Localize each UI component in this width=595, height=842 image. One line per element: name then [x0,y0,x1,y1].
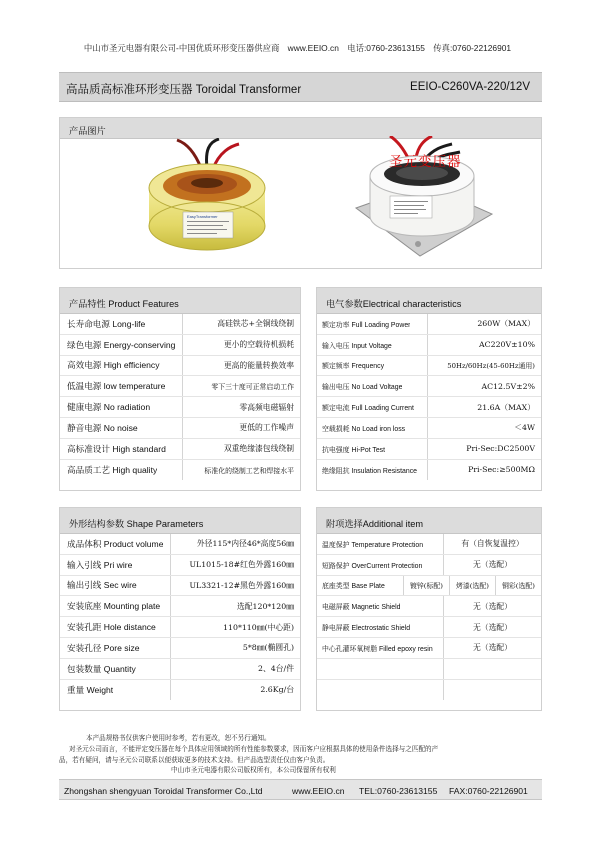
electrical-label: 绝缘阻抗 Insulation Resistance [322,467,417,475]
additional-label: 底座类型 Base Plate [322,583,385,591]
additional-header [317,508,541,534]
additional-label: 短路保护 OverCurrent Protection [322,562,423,570]
feature-value: 零下三十度可正常启动工作 [182,376,300,396]
base-plate-option: 铜彩(选配) [495,576,541,596]
electrical-value: Pri-Sec:DC2500V [427,439,541,459]
watermark-text: 圣元变压器 [389,154,462,170]
features-section [59,287,301,491]
feature-row [60,439,300,460]
electrical-value: Pri-Sec:≥500MΩ [427,460,541,481]
electrical-value: 260W（MAX） [427,314,541,334]
footer-company: Zhongshan shengyuan Toroidal Transformer Co.,Ltd [64,786,263,796]
additional-label: 电磁屏蔽 Magnetic Shield [322,604,401,612]
copyright-line: 中山市圣元电器有限公司版权所有，本公司保留所有权利 [171,766,336,775]
electrical-value: ＜4W [427,418,541,438]
shape-row [60,596,300,617]
feature-label: 低温电源 low temperature [67,381,166,392]
additional-section [316,507,542,711]
additional-value: 无（选配） [443,596,541,616]
product-photo-yellow [143,138,271,256]
feature-row [60,376,300,397]
additional-row [317,596,541,617]
additional-value: 有（自恢复温控） [443,534,541,554]
footer-tel: TEL:0760-23613155 [359,786,438,796]
shape-row [60,659,300,680]
shape-label: 安装孔距 Hole distance [67,622,156,633]
footer-website[interactable]: www.EEIO.cn [292,786,345,796]
electrical-label: 额定电流 Full Loading Current [322,405,414,413]
shape-label: 输出引线 Sec wire [67,580,137,591]
additional-value: 无（选配） [443,638,541,658]
title-bar [59,72,542,102]
shape-title: 外形结构参数 Shape Parameters [69,519,204,529]
shape-label: 重量 Weight [67,684,114,695]
additional-rows [317,534,541,700]
electrical-label: 输入电压 Input Voltage [322,342,392,350]
feature-row [60,356,300,377]
additional-title: 附项选择Additional item [326,519,424,529]
footer-fax: FAX:0760-22126901 [449,786,528,796]
additional-label: 温度保护 Temperature Protection [322,541,424,549]
shape-row [60,638,300,659]
shape-row [60,534,300,555]
header-website[interactable]: www.EEIO.cn [287,43,339,53]
feature-row [60,314,300,335]
disclaimer-line: 对圣元公司而言，不能评定变压器在每个具体应用领域的所有性能参数要求，因而客户应根据具体的使用条件选择与之匹配的产 [69,744,439,753]
feature-value: 标准化的绕制工艺和焊接水平 [182,460,300,481]
shape-rows [60,534,300,700]
product-title: 高品质高标准环形变压器 Toroidal Transformer [66,84,302,96]
additional-value: 无（选配） [443,617,541,637]
electrical-header [317,288,541,314]
electrical-row [317,439,541,460]
feature-label: 高标准设计 High standard [67,443,166,454]
electrical-rows [317,314,541,480]
shape-value: 外径115*内径46*高度56㎜ [170,534,300,554]
electrical-row [317,314,541,335]
electrical-title: 电气参数Electrical characteristics [326,299,462,309]
features-header [60,288,300,314]
shape-label: 安装孔径 Pore size [67,642,140,653]
feature-label: 高效电源 High efficiency [67,360,160,371]
additional-label: 中心孔灌环氧树脂 Filled epoxy resin [322,645,433,653]
product-model: EEIO-C260VA-220/12V [410,81,530,93]
photo-panel-title: 产品图片 [69,126,106,136]
feature-row [60,397,300,418]
electrical-row [317,335,541,356]
header-fax: 传真:0760-22126901 [433,43,512,53]
disclaimer-line: 品，若有疑问，请与圣元公司联系以便获取更多的技术支持。但产品选型责任仅由客户负责。 [59,755,330,764]
disclaimer-note [59,733,542,776]
shape-value: UL3321-12#黑色外露160㎜ [170,576,300,596]
electrical-value: AC220V±10% [427,335,541,355]
electrical-value: AC12.5V±2% [427,376,541,396]
feature-label: 健康电源 No radiation [67,402,151,413]
additional-row [317,680,541,701]
electrical-label: 抗电强度 Hi-Pot Test [322,446,386,454]
additional-row [317,638,541,659]
electrical-row [317,376,541,397]
shape-value: 2、4台/件 [170,659,300,679]
shape-header [60,508,300,534]
header-phone: 电话:0760-23613155 [347,43,425,53]
additional-row [317,659,541,680]
electrical-value: 21.6A（MAX） [427,397,541,417]
shape-row [60,576,300,597]
shape-row [60,680,300,701]
feature-label: 长寿命电源 Long-life [67,318,146,329]
shape-label: 包装数量 Quantity [67,663,136,674]
additional-value [443,680,541,701]
shape-value: 2.6Kg/台 [170,680,300,701]
feature-value: 更低的工作噪声 [182,418,300,438]
feature-row [60,460,300,481]
feature-value: 高硅铁芯+全铜线绕制 [182,314,300,334]
electrical-label: 额定频率 Frequency [322,363,385,371]
additional-value: 无（选配） [443,555,541,575]
feature-row [60,418,300,439]
additional-label: 静电屏蔽 Electrostatic Shield [322,625,411,633]
feature-value: 双重绝缘漆包线绕制 [182,439,300,459]
electrical-row [317,356,541,377]
shape-label: 输入引线 Pri wire [67,559,133,570]
footer-bar [59,779,542,800]
shape-value: 5*8㎜(椭圆孔) [170,638,300,658]
electrical-section [316,287,542,491]
base-plate-option: 烤漆(选配) [449,576,495,596]
electrical-row [317,397,541,418]
additional-row [317,576,541,597]
feature-row [60,335,300,356]
svg-text:EasyTransformer: EasyTransformer [187,214,218,219]
additional-value [443,659,541,679]
base-plate-option: 镀锌(标配) [403,576,449,596]
electrical-row [317,460,541,481]
shape-row [60,555,300,576]
shape-value: UL1015-18#红色外露160㎜ [170,555,300,575]
feature-value: 零高频电磁辐射 [182,397,300,417]
electrical-label: 输出电压 No Load Voltage [322,384,403,392]
shape-label: 成品体积 Product volume [67,538,164,549]
additional-row [317,555,541,576]
additional-row [317,617,541,638]
top-header [0,42,595,54]
electrical-label: 额定功率 Full Loading Power [322,321,411,329]
feature-value: 更小的空载待机损耗 [182,335,300,355]
header-company: 中山市圣元电器有限公司-中国优质环形变压器供应商 [83,43,280,53]
feature-label: 高品质工艺 High quality [67,464,158,475]
feature-label: 静音电源 No noise [67,422,138,433]
electrical-label: 空载损耗 No Load iron loss [322,425,406,433]
electrical-row [317,418,541,439]
features-rows [60,314,300,480]
shape-section [59,507,301,711]
features-title: 产品特性 Product Features [69,299,179,309]
shape-value: 选配120*120㎜ [170,596,300,616]
disclaimer-line: 本产品规格书仅供客户使用时参考，若有更改，恕不另行通知。 [86,734,271,742]
additional-row [317,534,541,555]
product-photo-panel [59,117,542,269]
shape-value: 110*110㎜(中心距) [170,617,300,637]
electrical-value: 50Hz/60Hz(45-60Hz通用) [427,356,541,376]
shape-label: 安装底座 Mounting plate [67,601,161,612]
feature-label: 绿色电源 Energy-conserving [67,339,176,350]
shape-row [60,617,300,638]
feature-value: 更高的能量转换效率 [182,356,300,376]
